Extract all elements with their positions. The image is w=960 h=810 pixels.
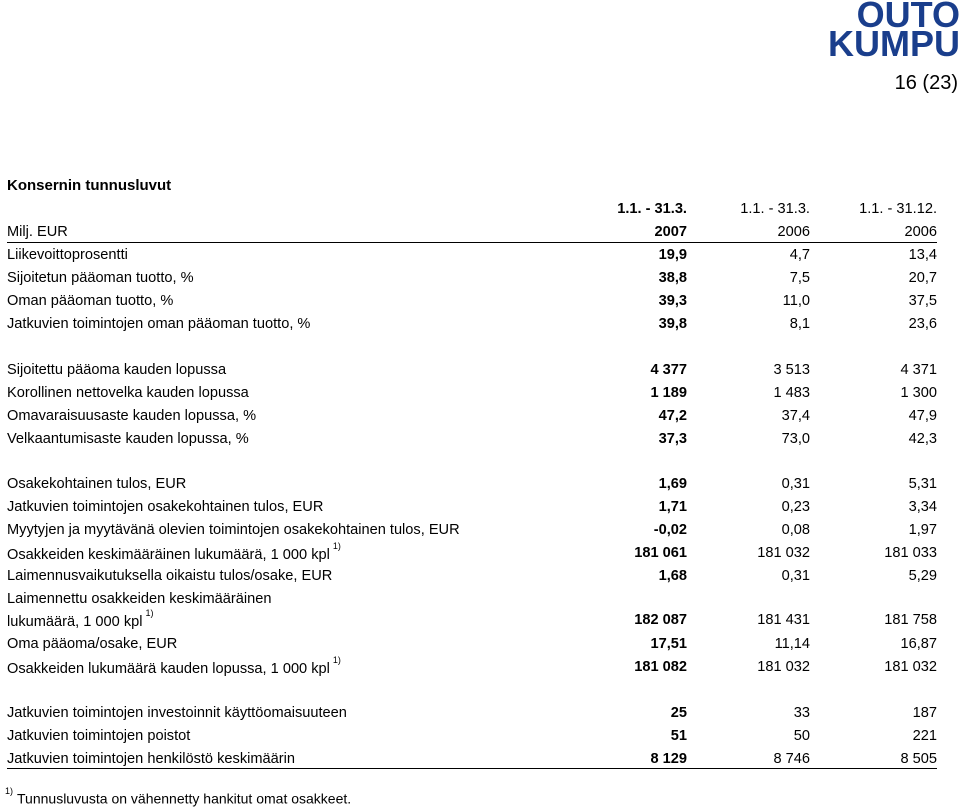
row-value-2: 1 483 [773,385,810,401]
row-value-3: 4 371 [900,362,937,378]
header-periods-row [7,201,937,223]
table-row [7,270,937,292]
row-value-3: 1,97 [908,522,937,538]
page-number: 16 (23) [894,72,958,94]
row-value-2: 181 032 [757,545,810,561]
row-value-3: 1 300 [900,385,937,401]
row-label-text: Korollinen nettovelka kauden lopussa [7,385,249,401]
row-label [7,568,332,584]
row-value-3: 181 032 [884,659,937,675]
row-label-text: Laimennusvaikutuksella oikaistu tulos/osake, EUR [7,568,333,584]
row-value-3: 8 505 [900,751,937,767]
row-label-text: Jatkuvien toimintojen oman pääoman tuotto, % [7,316,311,332]
row-label [7,591,271,607]
row-value-2: 7,5 [789,270,810,286]
row-value-1: 1,68 [658,568,687,584]
row-value-1: 182 087 [634,612,687,628]
row-value-1: 39,3 [658,293,687,309]
table-row [7,316,937,338]
row-value-3: 23,6 [908,316,937,332]
row-value-2: 8,1 [789,316,810,332]
row-value-1: 181 082 [634,659,687,675]
row-value-3: 3,34 [908,499,937,515]
row-value-1: 37,3 [658,431,687,447]
row-value-2: 11,0 [782,293,810,309]
table-row [7,476,937,498]
row-value-1: 8 129 [650,751,687,767]
row-label-text: Osakkeiden keskimääräinen lukumäärä, 1 000 kpl [7,546,330,563]
footnote-marker: 1) [5,786,14,796]
row-label [7,270,194,286]
row-value-3: 37,5 [908,293,937,309]
header-period-2: 1.1. - 31.3. [740,201,810,217]
header-year-3: 2006 [904,224,937,240]
row-value-2: 8 746 [773,751,810,767]
row-value-1: 51 [670,728,687,744]
row-value-2: 0,31 [781,568,810,584]
row-label [7,408,256,424]
table-bottom-line [7,768,937,769]
row-label-text: Myytyjen ja myytävänä olevien toimintojen osakekohtainen tulos, EUR [7,522,460,538]
table-row [7,499,937,521]
row-value-1: 19,9 [658,247,687,263]
row-value-3: 5,31 [908,476,937,492]
row-value-1: 181 061 [634,545,687,561]
row-value-3: 47,9 [908,408,937,424]
table-row [7,728,937,750]
row-label [7,541,341,563]
row-value-2: 33 [793,705,810,721]
row-label-text: Sijoitettu pääoma kauden lopussa [7,362,227,378]
row-value-1: 1,69 [658,476,687,492]
unit-label: Milj. EUR [7,224,68,240]
table-row [7,568,937,590]
row-label [7,608,154,630]
row-label-text: Jatkuvien toimintojen investoinnit käyttöomaisuuteen [7,705,347,721]
header-period-3: 1.1. - 31.12. [859,201,937,217]
row-value-3: 5,29 [908,568,937,584]
row-label [7,522,460,538]
row-value-2: 0,08 [781,522,810,538]
row-value-2: 181 032 [757,659,810,675]
row-value-3: 42,3 [908,431,937,447]
row-value-1: 4 377 [650,362,687,378]
row-label-text: Osakekohtainen tulos, EUR [7,476,187,492]
row-label [7,362,226,378]
table-row [7,385,937,407]
row-value-1: 1,71 [658,499,687,515]
logo-line-1: OUTO [856,0,960,35]
header-period-1: 1.1. - 31.3. [617,201,687,217]
footnote-ref: 1) [332,541,341,551]
row-value-1: 1 189 [650,385,687,401]
row-label-text: Osakkeiden lukumäärä kauden lopussa, 1 000 kpl [7,660,330,677]
row-label-text: Sijoitetun pääoman tuotto, % [7,270,194,286]
header-year-1: 2007 [654,224,687,240]
row-label-text: Liikevoittoprosentti [7,247,128,263]
row-value-2: 3 513 [773,362,810,378]
row-value-2: 181 431 [757,612,810,628]
row-label-text: Laimennettu osakkeiden keskimääräinen [7,591,272,607]
row-label [7,316,310,332]
row-label-text: Jatkuvien toimintojen poistot [7,728,191,744]
row-value-1: 39,8 [658,316,687,332]
row-value-3: 16,87 [900,636,937,652]
table-row [7,247,937,269]
row-label-text: lukumäärä, 1 000 kpl [7,613,143,630]
row-value-1: 17,51 [650,636,687,652]
row-label-text: Omavaraisuusaste kauden lopussa, % [7,408,257,424]
row-value-2: 4,7 [789,247,810,263]
row-value-1: 47,2 [658,408,687,424]
row-label [7,728,190,744]
row-value-3: 187 [912,705,937,721]
row-value-1: 38,8 [658,270,687,286]
logo-line-2: KUMPU [828,23,960,64]
row-label [7,499,323,515]
footnote-text: Tunnusluvusta on vähennetty hankitut omat osakkeet. [17,790,352,807]
table-row [7,541,937,567]
header-underline [7,242,937,243]
row-value-2: 0,23 [781,499,810,515]
row-label [7,476,186,492]
table-row [7,751,937,773]
table-row [7,655,937,681]
row-value-3: 181 758 [884,612,937,628]
row-value-2: 50 [793,728,810,744]
table-row [7,522,937,544]
row-label-text: Velkaantumisaste kauden lopussa, % [7,431,249,447]
row-label-text: Oma pääoma/osake, EUR [7,636,178,652]
row-value-2: 73,0 [781,431,810,447]
row-label-text: Jatkuvien toimintojen henkilöstö keskimäärin [7,751,295,767]
row-value-3: 20,7 [908,270,937,286]
table-row [7,608,937,634]
row-value-1: 25 [670,705,687,721]
table-row [7,431,937,453]
row-value-2: 0,31 [781,476,810,492]
header-year-2: 2006 [777,224,810,240]
row-label [7,655,341,677]
row-value-3: 13,4 [908,247,937,263]
row-label [7,431,249,447]
row-label [7,293,173,309]
row-label [7,751,295,767]
outokumpu-logo [820,0,960,62]
row-value-2: 37,4 [781,408,810,424]
row-value-1: -0,02 [653,522,687,538]
row-label-text: Oman pääoman tuotto, % [7,293,174,309]
row-label [7,705,347,721]
page-title: Konsernin tunnusluvut [7,177,172,194]
footnote-ref: 1) [145,608,154,618]
row-label [7,247,128,263]
row-label-text: Jatkuvien toimintojen osakekohtainen tulos, EUR [7,499,324,515]
footnote [5,786,352,807]
table-row [7,362,937,384]
table-row [7,636,937,658]
row-value-2: 11,14 [774,636,810,652]
table-row [7,293,937,315]
row-value-3: 221 [912,728,937,744]
row-label [7,636,177,652]
row-value-3: 181 033 [884,545,937,561]
table-row [7,408,937,430]
row-label [7,385,249,401]
footnote-ref: 1) [332,655,341,665]
table-row [7,705,937,727]
